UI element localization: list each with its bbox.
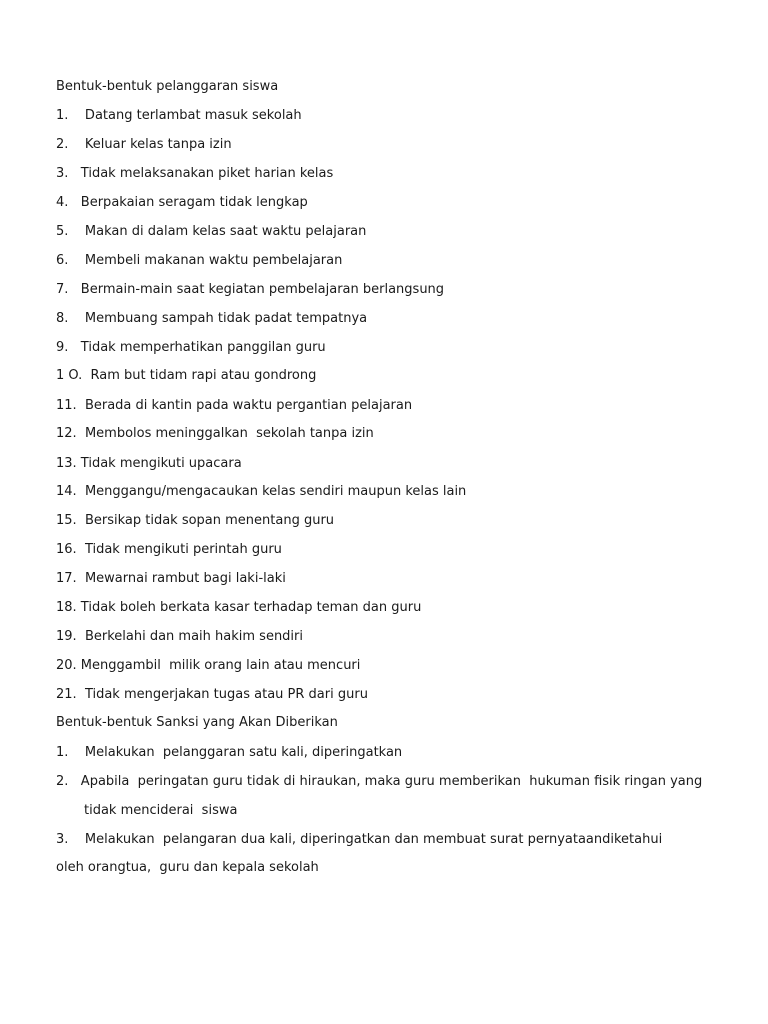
sanction-item: 2. Apabila peringatan guru tidak di hiraukan, maka guru memberikan hukuman fisik ringan yang xyxy=(56,774,703,789)
violation-item: 9. Tidak memperhatikan panggilan guru xyxy=(56,340,326,355)
violation-item: 16. Tidak mengikuti perintah guru xyxy=(56,542,282,557)
violation-item: 8. Membuang sampah tidak padat tempatnya xyxy=(56,311,368,326)
heading-sanctions: Bentuk-bentuk Sanksi yang Akan Diberikan xyxy=(56,715,338,730)
sanction-item: 3. Melakukan pelangaran dua kali, diperingatkan dan membuat surat pernyataandiketahui xyxy=(56,832,663,847)
violation-item: 13. Tidak mengikuti upacara xyxy=(56,456,242,471)
violation-item: 1 O. Ram but tidam rapi atau gondrong xyxy=(56,368,317,383)
heading-violations: Bentuk-bentuk pelanggaran siswa xyxy=(56,79,279,94)
sanction-item-continuation: tidak menciderai siswa xyxy=(84,803,238,818)
violation-item: 12. Membolos meninggalkan sekolah tanpa izin xyxy=(56,426,374,441)
violation-item: 17. Mewarnai rambut bagi laki-laki xyxy=(56,571,286,586)
violation-item: 3. Tidak melaksanakan piket harian kelas xyxy=(56,166,334,181)
violation-item: 5. Makan di dalam kelas saat waktu pelajaran xyxy=(56,224,367,239)
violation-item: 7. Bermain-main saat kegiatan pembelajaran berlangsung xyxy=(56,282,445,297)
violation-item: 11. Berada di kantin pada waktu pergantian pelajaran xyxy=(56,398,413,413)
violation-item: 2. Keluar kelas tanpa izin xyxy=(56,137,232,152)
violation-item: 20. Menggambil milik orang lain atau mencuri xyxy=(56,658,361,673)
sanction-item-continuation: oleh orangtua, guru dan kepala sekolah xyxy=(56,860,319,875)
violation-item: 19. Berkelahi dan maih hakim sendiri xyxy=(56,629,303,644)
sanction-item: 1. Melakukan pelanggaran satu kali, diperingatkan xyxy=(56,745,403,760)
violation-item: 14. Menggangu/mengacaukan kelas sendiri maupun kelas lain xyxy=(56,484,467,499)
violation-item: 15. Bersikap tidak sopan menentang guru xyxy=(56,513,335,528)
violation-item: 18. Tidak boleh berkata kasar terhadap teman dan guru xyxy=(56,600,422,615)
violation-item: 4. Berpakaian seragam tidak lengkap xyxy=(56,195,308,210)
violation-item: 21. Tidak mengerjakan tugas atau PR dari guru xyxy=(56,687,368,702)
violation-item: 1. Datang terlambat masuk sekolah xyxy=(56,108,302,123)
violation-item: 6. Membeli makanan waktu pembelajaran xyxy=(56,253,343,268)
